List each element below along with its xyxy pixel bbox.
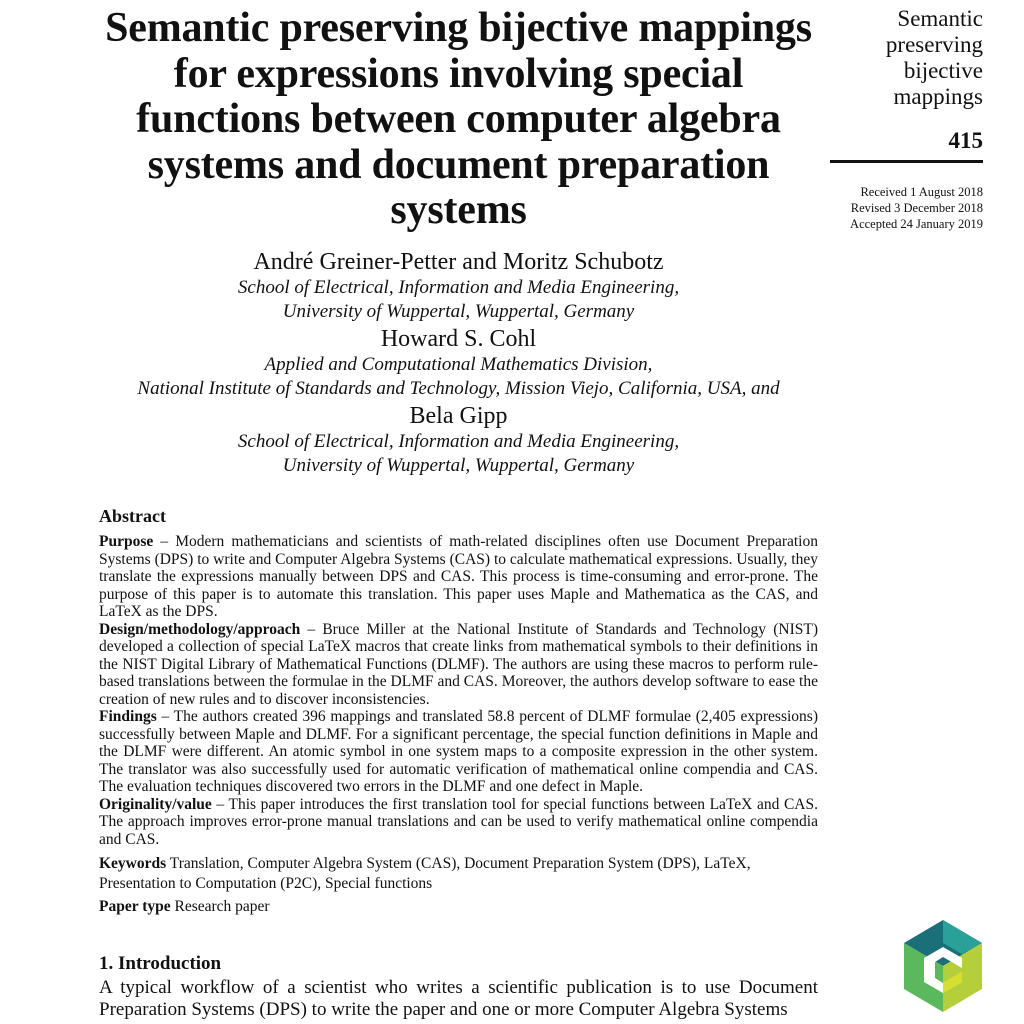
side-column [830, 6, 983, 232]
abstract-label: Originality/value [99, 795, 212, 813]
abstract-label: Design/methodology/approach [99, 620, 301, 638]
running-title-line: Semantic [897, 6, 983, 31]
running-title-line: preserving [885, 32, 983, 57]
date-received: Received 1 August 2018 [860, 185, 983, 199]
abstract-text: – Modern mathematicians and scientists of math-related disciplines often use Document Preparation Systems (DPS) to write and Computer Algebra Systems (CAS) to calculate mathematical expressions. Usually, they translate the expressions manually between DPS and CAS. This process is time-consuming and error-prone. The purpose of this paper is to automate this translation. This paper uses Maple and Mathematica as the CAS, and LaTeX as the DPS. [99, 533, 818, 620]
main-column [99, 0, 818, 479]
abstract-text: – Bruce Miller at the National Institute of Standards and Technology (NIST) developed a collection of special LaTeX macros that create links from mathematical symbols to their definitions in the NIST Digital Library of Mathematical Functions (DLMF). The authors are using these macros to perform rule-based translations between the formulae in the DLMF and CAS. Moreover, the authors develop software to ease the creation of new rules and to discover inconsistencies. [99, 620, 818, 708]
abstract-section [99, 505, 818, 1021]
abstract-originality [99, 796, 818, 849]
affiliation-line: National Institute of Standards and Technology, Mission Viejo, California, USA, and [137, 378, 780, 399]
introduction-text: A typical workflow of a scientist who writes a scientific publication is to use Document Preparation Systems (DPS) to write the paper and one or more Computer Algebra Systems [99, 977, 818, 1020]
publisher-logo-icon [902, 920, 984, 1012]
paper-type-text: Research paper [170, 898, 270, 915]
abstract-label: Purpose [99, 533, 154, 550]
abstract-design [99, 621, 818, 709]
affiliation-line: University of Wuppertal, Wuppertal, Germany [282, 301, 635, 322]
introduction-heading: 1. Introduction [99, 953, 222, 974]
paper-type [99, 897, 818, 917]
paper-title: Semantic preserving bijective mappings for expressions involving special functions between computer algebra systems and document preparation systems [105, 5, 812, 233]
abstract-purpose [99, 533, 818, 621]
abstract-label: Findings [99, 708, 157, 725]
affiliation-line: Applied and Computational Mathematics Division, [264, 353, 653, 375]
running-title-line: mappings [893, 84, 983, 109]
page-number: 415 [948, 128, 983, 153]
abstract-findings [99, 708, 818, 796]
keywords [99, 854, 818, 894]
keywords-text: Translation, Computer Algebra System (CAS), Document Preparation System (DPS), LaTeX, Presentation to Computation (P2C), Special functions [99, 855, 751, 892]
author-block [99, 248, 818, 479]
affiliation-line: School of Electrical, Information and Media Engineering, [237, 276, 680, 298]
abstract-text: – The authors created 396 mappings and translated 58.8 percent of DLMF formulae (2,405 expressions) successfully between Maple and DLMF. For a significant percentage, the special function definitions in Maple and the DLMF were different. An atomic symbol in one system maps to a composite expression in the other system. The translator was also successfully used for automatic verification of mathematical online compendia and CAS. The evaluation techniques discovered two errors in the DLMF and one defect in Maple. [99, 708, 818, 795]
running-title-line: bijective [903, 58, 983, 83]
author-name: André Greiner-Petter and Moritz Schubotz [253, 248, 664, 275]
affiliation-line: University of Wuppertal, Wuppertal, Germany [282, 455, 635, 476]
keywords-label: Keywords [99, 855, 167, 872]
author-name: Bela Gipp [409, 402, 508, 429]
paper-type-label: Paper type [99, 898, 171, 915]
received-dates [830, 184, 983, 232]
author-name: Howard S. Cohl [380, 325, 537, 352]
date-accepted: Accepted 24 January 2019 [850, 217, 983, 231]
affiliation-line: School of Electrical, Information and Media Engineering, [237, 430, 680, 452]
side-divider [830, 160, 983, 163]
date-revised: Revised 3 December 2018 [850, 201, 983, 215]
abstract-text: – This paper introduces the first translation tool for special functions between LaTeX and CAS. The approach improves error-prone manual translations and can be used to verify mathematical online compendia and CAS. [99, 795, 818, 848]
abstract-heading: Abstract [99, 506, 166, 526]
running-title [830, 6, 983, 110]
